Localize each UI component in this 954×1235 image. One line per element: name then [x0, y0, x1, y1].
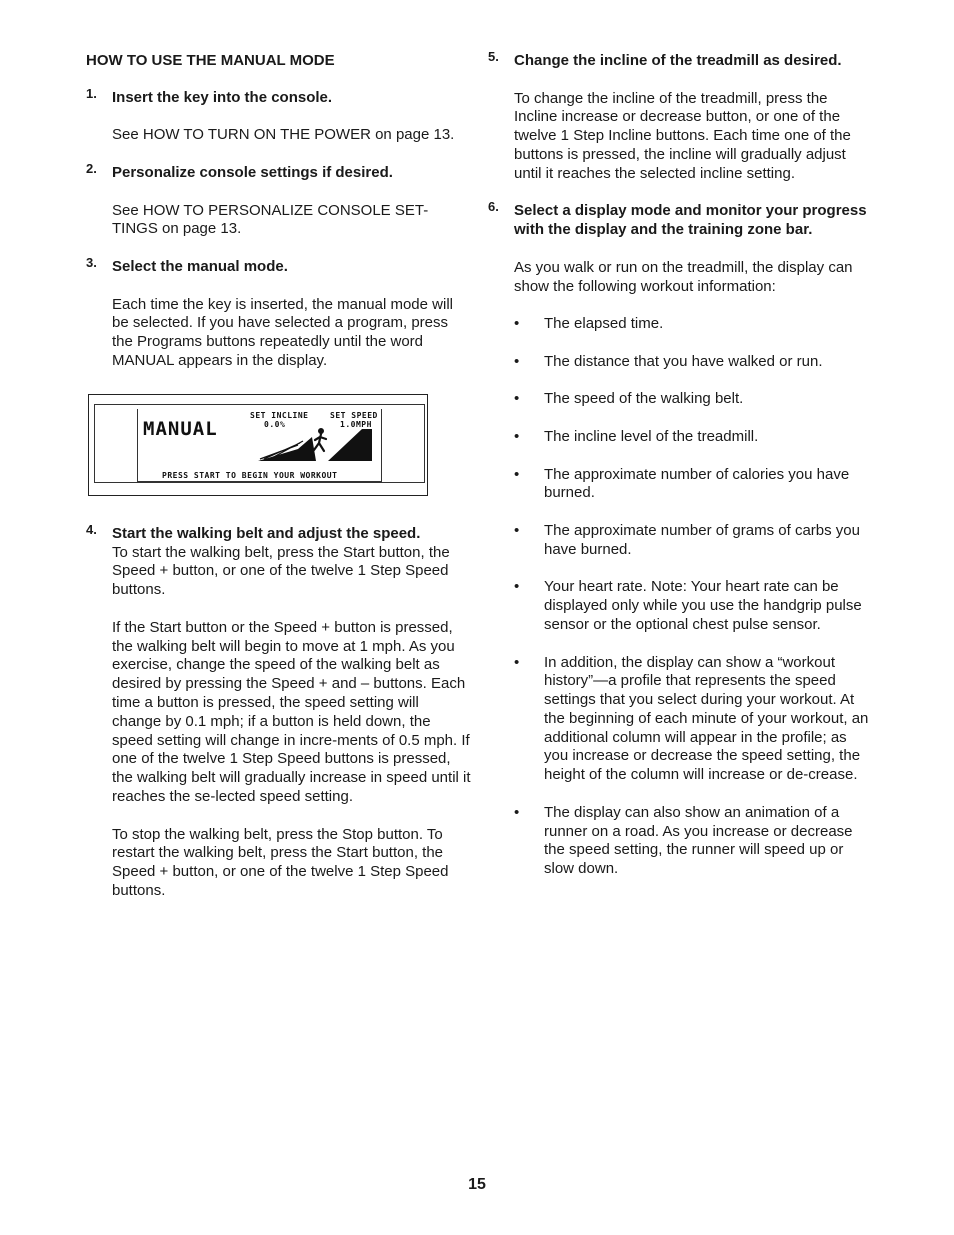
page-number: 15: [468, 1176, 486, 1193]
list-item: [514, 315, 873, 334]
step-text: See HOW TO TURN ON THE POWER on page 13.: [112, 126, 455, 144]
right-column: [488, 49, 873, 879]
list-item: [514, 466, 873, 504]
list-item-text: The distance that you have walked or run.: [544, 352, 823, 370]
bullet-icon: •: [514, 803, 520, 821]
step-text: To stop the walking belt, press the Stop button. To restart the walking belt, press the Start button, the Speed + button, or one of the twelve 1 Step Speed buttons.: [112, 825, 449, 899]
step-4: [86, 521, 471, 901]
list-item: [514, 353, 873, 372]
bullet-icon: •: [514, 390, 520, 408]
list-item-text: The elapsed time.: [544, 315, 664, 333]
console-display-illustration: [88, 394, 428, 496]
set-incline-value: 0.0%: [264, 419, 286, 429]
step-number: 6.: [488, 199, 499, 215]
list-item-text: The approximate number of grams of carbs you have burned.: [544, 521, 860, 558]
start-prompt: PRESS START TO BEGIN YOUR WORKOUT: [162, 470, 338, 480]
display-frame: [94, 404, 425, 483]
bullet-icon: •: [514, 578, 520, 596]
step-2: [86, 160, 471, 239]
set-incline-label: SET INCLINE: [250, 410, 309, 420]
step-text: As you walk or run on the treadmill, the display can show the following workout information:: [514, 258, 853, 295]
step-title: Start the walking belt and adjust the speed.: [112, 524, 421, 542]
list-item-text: Your heart rate. Note: Your heart rate can be displayed only while you use the handgrip pulse sensor or the optional chest pulse sensor.: [544, 578, 862, 633]
set-speed-label: SET SPEED: [330, 410, 378, 420]
step-3: [86, 254, 471, 371]
section-heading: HOW TO USE THE MANUAL MODE: [86, 52, 335, 69]
list-item-text: The incline level of the treadmill.: [544, 427, 759, 445]
list-item: [514, 804, 873, 879]
speed-ramp: [328, 429, 372, 461]
left-column: [86, 52, 471, 901]
bullet-icon: •: [514, 653, 520, 671]
mode-title: MANUAL: [143, 417, 218, 440]
list-item-text: In addition, the display can show a “workout history”—a profile that represents the speed settings that you select during your workout. At the beginning of each minute of your workout, an additional column will appear in the profile; as you increase or decrease the speed setting, the height of the column will increase or de-crease.: [544, 653, 869, 784]
list-item: [514, 522, 873, 560]
step-number: 5.: [488, 49, 499, 64]
step-title: Select the manual mode.: [112, 257, 288, 275]
bullet-icon: •: [514, 465, 520, 483]
list-item: [514, 390, 873, 409]
step-text: Each time the key is inserted, the manual mode will be selected. If you have selected a program, press the Programs buttons repeatedly until the word MANUAL appears in the display.: [112, 295, 453, 369]
list-item: [514, 428, 873, 447]
step-number: 2.: [86, 160, 97, 176]
bullet-icon: •: [514, 521, 520, 539]
step-title: Personalize console settings if desired.: [112, 163, 393, 181]
step-6: [488, 199, 873, 879]
step-title: Insert the key into the console.: [112, 88, 333, 106]
list-item-text: The display can also show an animation of a runner on a road. As you increase or decrease the speed setting, the runner will speed up or slow down.: [544, 803, 853, 878]
step-text: If the Start button or the Speed + button is pressed, the walking belt will begin to move at 1 mph. As you exercise, change the speed of the walking belt as desired by pressing the Speed + and – buttons. Each time a button is pressed, the speed setting will change by 0.1 mph; if a button is held down, the speed setting will change in incre-ments of 0.5 mph. If one of the twelve 1 Step Speed buttons is pressed, the walking belt will gradually increase in speed until it reaches the se-lected speed setting.: [112, 618, 471, 805]
step-5: [488, 49, 873, 184]
bullet-icon: •: [514, 352, 520, 370]
step-text: To start the walking belt, press the Start button, the Speed + button, or one of the twelve 1 Step Speed buttons.: [112, 543, 450, 599]
list-item-text: The approximate number of calories you have burned.: [544, 465, 850, 502]
list-item: [514, 654, 873, 786]
bullet-icon: •: [514, 315, 520, 333]
runner-icon: [314, 428, 326, 451]
step-title: Change the incline of the treadmill as desired.: [514, 52, 842, 69]
bullet-icon: •: [514, 427, 520, 445]
step-text: To change the incline of the treadmill, press the Incline increase or decrease button, or one of the twelve 1 Step Incline buttons. Each time one of the buttons is pressed, the incline will gradually adjust until it reaches the selected incline setting.: [514, 89, 851, 182]
step-number: 4.: [86, 521, 97, 537]
set-speed-value: 1.0MPH: [340, 419, 372, 429]
lcd-screen: [137, 409, 382, 482]
step-number: 1.: [86, 85, 97, 101]
step-1: [86, 85, 471, 145]
step-number: 3.: [86, 254, 97, 270]
step-title: Select a display mode and monitor your progress with the display and the training zone bar.: [514, 202, 867, 239]
step-text: See HOW TO PERSONALIZE CONSOLE SET-TINGS on page 13.: [112, 201, 429, 238]
list-item-text: The speed of the walking belt.: [544, 390, 744, 408]
list-item: [514, 578, 873, 634]
